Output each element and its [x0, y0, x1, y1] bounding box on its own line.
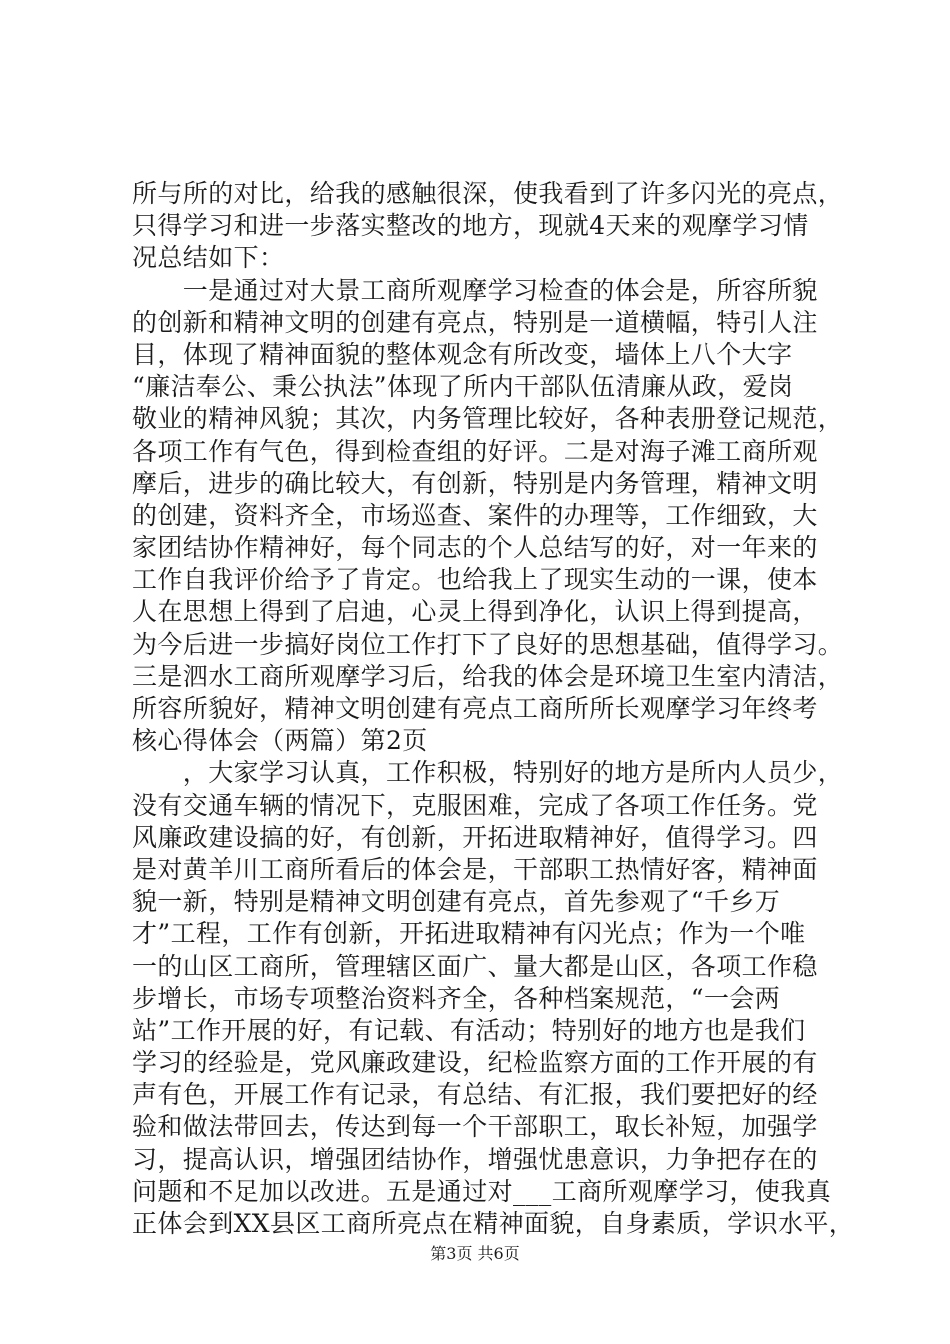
- text-line: 学习的经验是，党风廉政建设，纪检监察方面的工作开展的有: [132, 1048, 818, 1078]
- text-line: 况总结如下：: [132, 243, 285, 273]
- text-line: 敬业的精神风貌；其次，内务管理比较好，各种表册登记规范，: [132, 404, 844, 434]
- text-line: 步增长，市场专项整治资料齐全，各种档案规范，“一会两: [132, 983, 781, 1013]
- text-line: 家团结协作精神好，每个同志的个人总结写的好，对一年来的: [132, 533, 818, 563]
- text-line: 为今后进一步搞好岗位工作打下了良好的思想基础，值得学习。: [132, 629, 844, 659]
- text-line: 风廉政建设搞的好，有创新，开拓进取精神好，值得学习。四: [132, 822, 818, 852]
- text-line: 的创新和精神文明的创建有亮点，特别是一道横幅，特引人注: [132, 307, 818, 337]
- text-line: 验和做法带回去，传达到每一个干部职工，取长补短，加强学: [132, 1112, 818, 1142]
- text-line: 摩后，进步的确比较大，有创新，特别是内务管理，精神文明: [132, 468, 818, 498]
- page-footer: 第3页 共6页: [430, 1244, 520, 1263]
- text-line: 只得学习和进一步落实整改的地方，现就4天来的观摩学习情: [132, 211, 809, 241]
- text-line: 所容所貌好，精神文明创建有亮点工商所所长观摩学习年终考: [132, 694, 818, 723]
- text-line: 问题和不足加以改进。五是通过对___工商所观摩学习，使我真: [132, 1176, 832, 1206]
- text-line: 习，提高认识，增强团结协作，增强忧患意识，力争把存在的: [132, 1144, 818, 1174]
- text-line: 声有色，开展工作有记录，有总结、有汇报，我们要把好的经: [132, 1080, 818, 1110]
- text-line: 貌一新，特别是精神文明创建有亮点，首先参观了“千乡万: [132, 887, 781, 917]
- text-line: 是对黄羊川工商所看后的体会是，干部职工热情好客，精神面: [132, 854, 818, 884]
- text-line: 才”工程，工作有创新，开拓进取精神有闪光点；作为一个唯: [132, 919, 806, 949]
- text-line: 核心得体会（两篇）第2页: [132, 726, 428, 756]
- text-line: 各项工作有气色，得到检查组的好评。二是对海子滩工商所观: [132, 436, 818, 466]
- text-line: 目，体现了精神面貌的整体观念有所改变，墙体上八个大字: [132, 339, 793, 369]
- text-line: 工作自我评价给予了肯定。也给我上了现实生动的一课，使本: [132, 565, 818, 595]
- text-line: 正体会到XX县区工商所亮点在精神面貌，自身素质，学识水平，: [132, 1209, 855, 1238]
- text-line: “廉洁奉公、秉公执法”体现了所内干部队伍清廉从政，爱岗: [132, 372, 794, 402]
- text-line: 一的山区工商所，管理辖区面广、量大都是山区，各项工作稳: [132, 951, 818, 981]
- text-line: 站”工作开展的好，有记载、有活动；特别好的地方也是我们: [132, 1015, 806, 1045]
- text-line: 的创建，资料齐全，市场巡查、案件的办理等，工作细致，大: [132, 500, 818, 530]
- text-line: 所与所的对比，给我的感触很深，使我看到了许多闪光的亮点，: [132, 179, 844, 208]
- text-line: 人在思想上得到了启迪，心灵上得到净化，认识上得到提高，: [132, 597, 818, 627]
- text-line: ，大家学习认真，工作积极，特别好的地方是所内人员少，: [132, 758, 844, 788]
- text-line: 三是泗水工商所观摩学习后，给我的体会是环境卫生室内清洁，: [132, 661, 844, 691]
- document-body: [132, 178, 855, 1240]
- text-line: 一是通过对大景工商所观摩学习检查的体会是，所容所貌: [132, 275, 818, 305]
- text-line: 没有交通车辆的情况下，克服困难，完成了各项工作任务。党: [132, 790, 818, 820]
